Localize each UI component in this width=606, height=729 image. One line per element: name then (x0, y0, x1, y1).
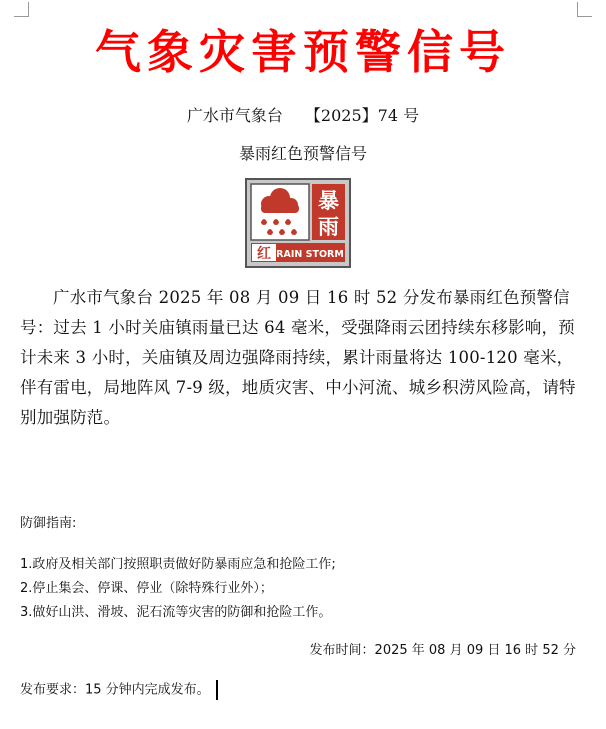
publish-requirement: 发布要求：15 分钟内完成发布。 (20, 682, 210, 698)
rainstorm-red-signal-icon (245, 178, 351, 268)
warning-paragraph: 广水市气象台 2025 年 08 月 09 日 16 时 52 分发布暴雨红色预警信号：过去 1 小时关庙镇雨量已达 64 毫米，受强降雨云团持续东移影响，预计未来 3 小时，关庙镇及周边强降雨持续，累计雨量将达 100-120 毫米，伴有雷电，局地阵风 7-9 级，地质灾害、中小河流、城乡积涝风险高，请特别加强防范。 (20, 288, 576, 427)
signal-level-char: 红 (257, 246, 271, 262)
guidance-item: 2.停止集会、停课、停业（除特殊行业外）； (20, 581, 273, 596)
signal-char-1: 暴 (318, 189, 339, 213)
page-corner-mark-right (577, 2, 592, 17)
guidance-item: 3.做好山洪、滑坡、泥石流等灾害的防御和抢险工作。 (20, 605, 332, 620)
guidance-list (20, 553, 336, 625)
publish-time: 发布时间：2025 年 08 月 09 日 16 时 52 分 (309, 643, 576, 658)
document-title: 气象灾害预警信号 (95, 25, 511, 79)
issuer-name: 广水市气象台 (186, 106, 283, 125)
signal-en-label: RAIN STORM (276, 249, 344, 260)
text-cursor (216, 680, 218, 700)
page-corner-mark-left (14, 2, 29, 17)
signal-subtitle: 暴雨红色预警信号 (238, 144, 367, 163)
guidance-item: 1.政府及相关部门按照职责做好防暴雨应急和抢险工作; (20, 557, 336, 572)
document-number-line (0, 104, 606, 128)
signal-char-2: 雨 (318, 215, 339, 239)
guidance-heading: 防御指南: (20, 516, 77, 531)
publish-requirement-line[interactable] (20, 680, 218, 701)
document-number: 【2025】74 号 (304, 106, 420, 125)
